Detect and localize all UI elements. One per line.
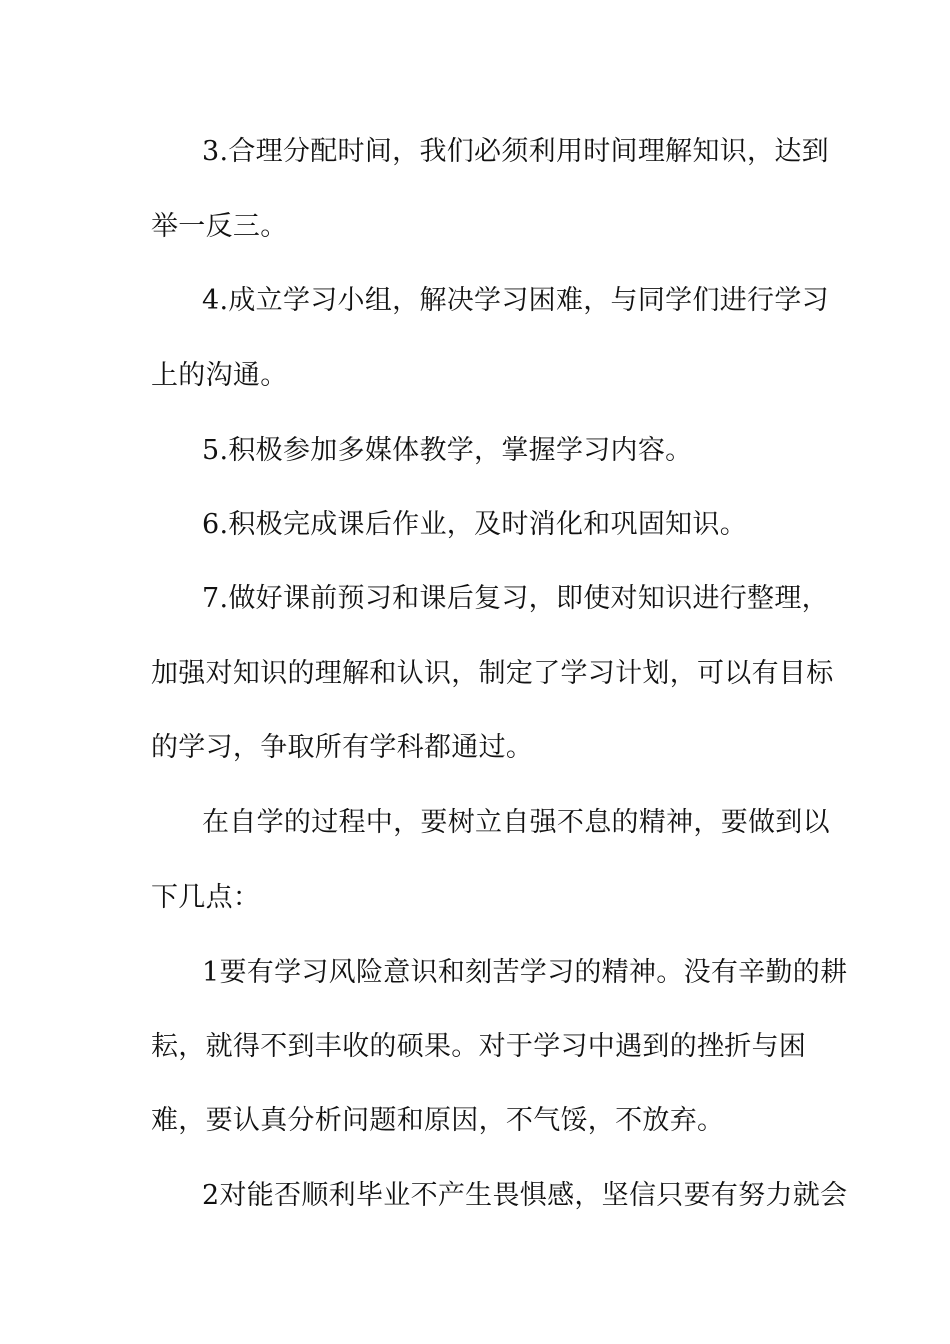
text-line: 1要有学习风险意识和刻苦学习的精神。没有辛勤的耕: [202, 957, 848, 988]
text-line: 4.成立学习小组，解决学习困难，与同学们进行学习: [202, 285, 829, 316]
text-line: 的学习，争取所有学科都通过。: [151, 732, 534, 763]
text-line: 难，要认真分析问题和原因，不气馁，不放弃。: [151, 1105, 725, 1136]
text-line: 7.做好课前预习和课后复习，即使对知识进行整理，: [202, 583, 829, 614]
text-line: 6.积极完成课后作业，及时消化和巩固知识。: [202, 509, 748, 540]
text-line: 加强对知识的理解和认识，制定了学习计划，可以有目标: [151, 658, 834, 689]
text-line: 耘，就得不到丰收的硕果。对于学习中遇到的挫折与困: [151, 1031, 807, 1062]
text-line: 举一反三。: [151, 211, 288, 242]
text-line: 上的沟通。: [151, 360, 288, 391]
text-line: 2对能否顺利毕业不产生畏惧感，坚信只要有努力就会: [202, 1180, 848, 1211]
text-line: 3.合理分配时间，我们必须利用时间理解知识，达到: [202, 136, 829, 167]
text-line: 5.积极参加多媒体教学，掌握学习内容。: [202, 435, 693, 466]
text-line: 在自学的过程中，要树立自强不息的精神，要做到以: [202, 807, 830, 838]
text-line: 下几点：: [151, 882, 261, 913]
